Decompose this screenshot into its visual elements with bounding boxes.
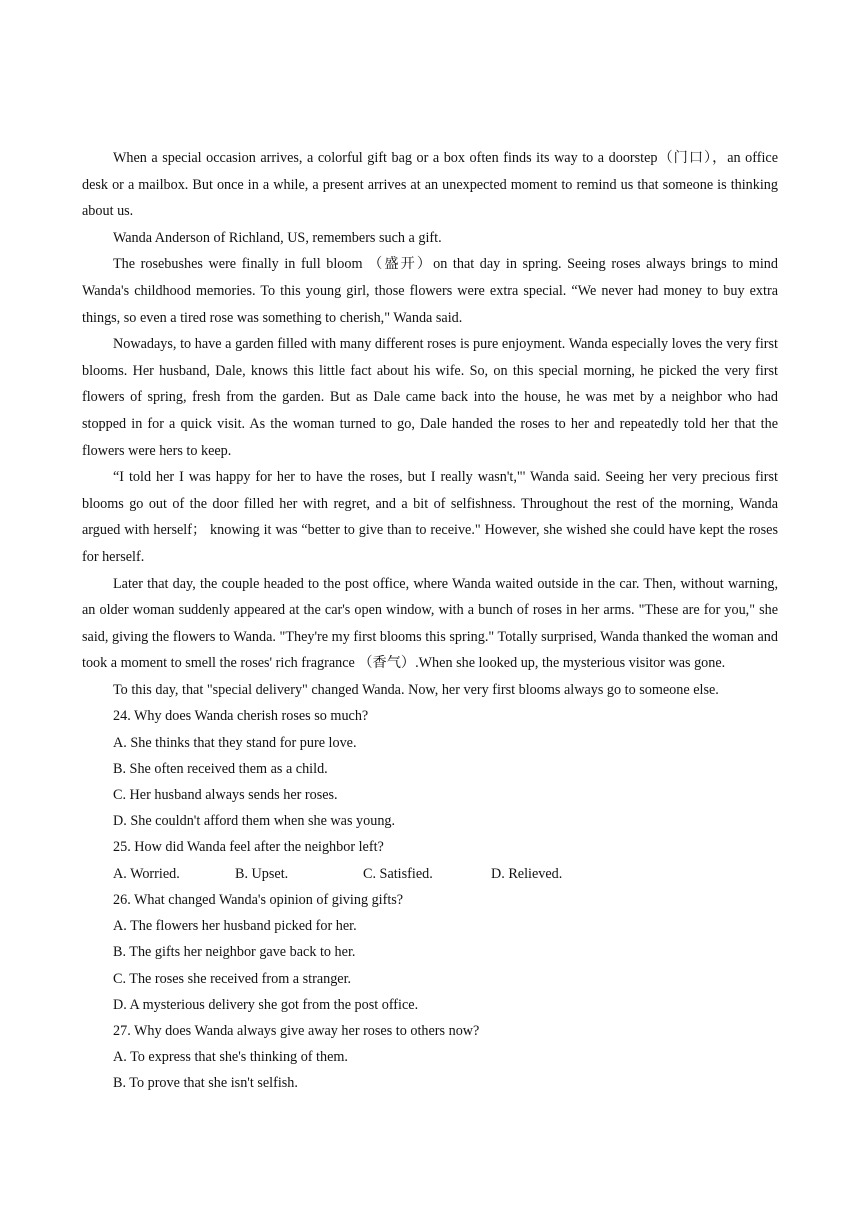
- passage-paragraph-7: To this day, that "special delivery" changed Wanda. Now, her very first blooms always go to someone else.: [113, 681, 719, 698]
- passage-paragraph-3: The rosebushes were finally in full bloom （盛开）on that day in spring. Seeing roses always brings to mind Wanda's childhood memories. To this young girl, those flowers were extra special. “We never had money to buy extra things, so even a tired rose was something to cherish," Wanda said.: [82, 256, 778, 326]
- question-stem: 26. What changed Wanda's opinion of giving gifts?: [113, 891, 404, 908]
- passage-paragraph-4: Nowadays, to have a garden filled with many different roses is pure enjoyment. Wanda especially loves the very first blooms. Her husband, Dale, knows this little fact about his wife. So, on this special morning, he picked the very first flowers of spring, fresh from the garden. But as Dale came back into the house, he was met by a neighbor who had stopped in for a quick visit. As the woman turned to go, Dale handed the roses to her and repeatedly told her that the flowers were hers to keep.: [82, 336, 778, 459]
- option-c: C. Satisfied.: [363, 865, 433, 882]
- question-24: [82, 703, 778, 834]
- passage-paragraph-6: Later that day, the couple headed to the post office, where Wanda waited outside in the car. Then, without warning, an older woman suddenly appeared at the car's open window, with a bunch of roses in her arms. "These are for you," she said, giving the flowers to Wanda. "They're my first blooms this spring." Totally surprised, Wanda thanked the woman and took a moment to smell the roses' rich fragrance （香气）.When she looked up, the mysterious visitor was gone.: [82, 575, 778, 672]
- option-c: C. Her husband always sends her roses.: [113, 787, 338, 804]
- option-a: A. She thinks that they stand for pure love.: [113, 734, 357, 751]
- passage-paragraph-2: Wanda Anderson of Richland, US, remembers such a gift.: [113, 229, 442, 246]
- option-b: B. To prove that she isn't selfish.: [113, 1075, 298, 1092]
- option-b: B. Upset.: [235, 865, 289, 882]
- question-25: [82, 834, 778, 886]
- option-b: B. The gifts her neighbor gave back to her.: [113, 944, 356, 961]
- question-stem: 25. How did Wanda feel after the neighbor left?: [113, 839, 384, 856]
- passage-paragraph-5: “I told her I was happy for her to have the roses, but I really wasn't,"' Wanda said. Seeing her very precious first blooms go out of the door filled her with regret, and a bit of selfishness. Throughout the rest of the morning, Wanda argued with herself； knowing it was “better to give than to receive." However, she wished she could have kept the roses for herself.: [82, 469, 778, 565]
- passage-paragraph-1: When a special occasion arrives, a colorful gift bag or a box often finds its way to a doorstep（门口），an office desk or a mailbox. But once in a while, a present arrives at an unexpected moment to remind us that someone is thinking about us.: [82, 150, 778, 220]
- option-c: C. The roses she received from a stranger.: [113, 970, 352, 987]
- question-26: [82, 887, 778, 1018]
- option-d: D. She couldn't afford them when she was young.: [113, 813, 396, 830]
- option-d: D. A mysterious delivery she got from the post office.: [113, 996, 419, 1013]
- option-b: B. She often received them as a child.: [113, 760, 328, 777]
- question-27: [82, 1018, 778, 1097]
- option-a: A. The flowers her husband picked for her.: [113, 918, 357, 935]
- options-row: [82, 861, 778, 887]
- question-stem: 27. Why does Wanda always give away her roses to others now?: [113, 1022, 480, 1039]
- option-a: A. Worried.: [113, 865, 180, 882]
- question-stem: 24. Why does Wanda cherish roses so much?: [113, 708, 369, 725]
- option-a: A. To express that she's thinking of them.: [113, 1049, 348, 1066]
- option-d: D. Relieved.: [491, 865, 563, 882]
